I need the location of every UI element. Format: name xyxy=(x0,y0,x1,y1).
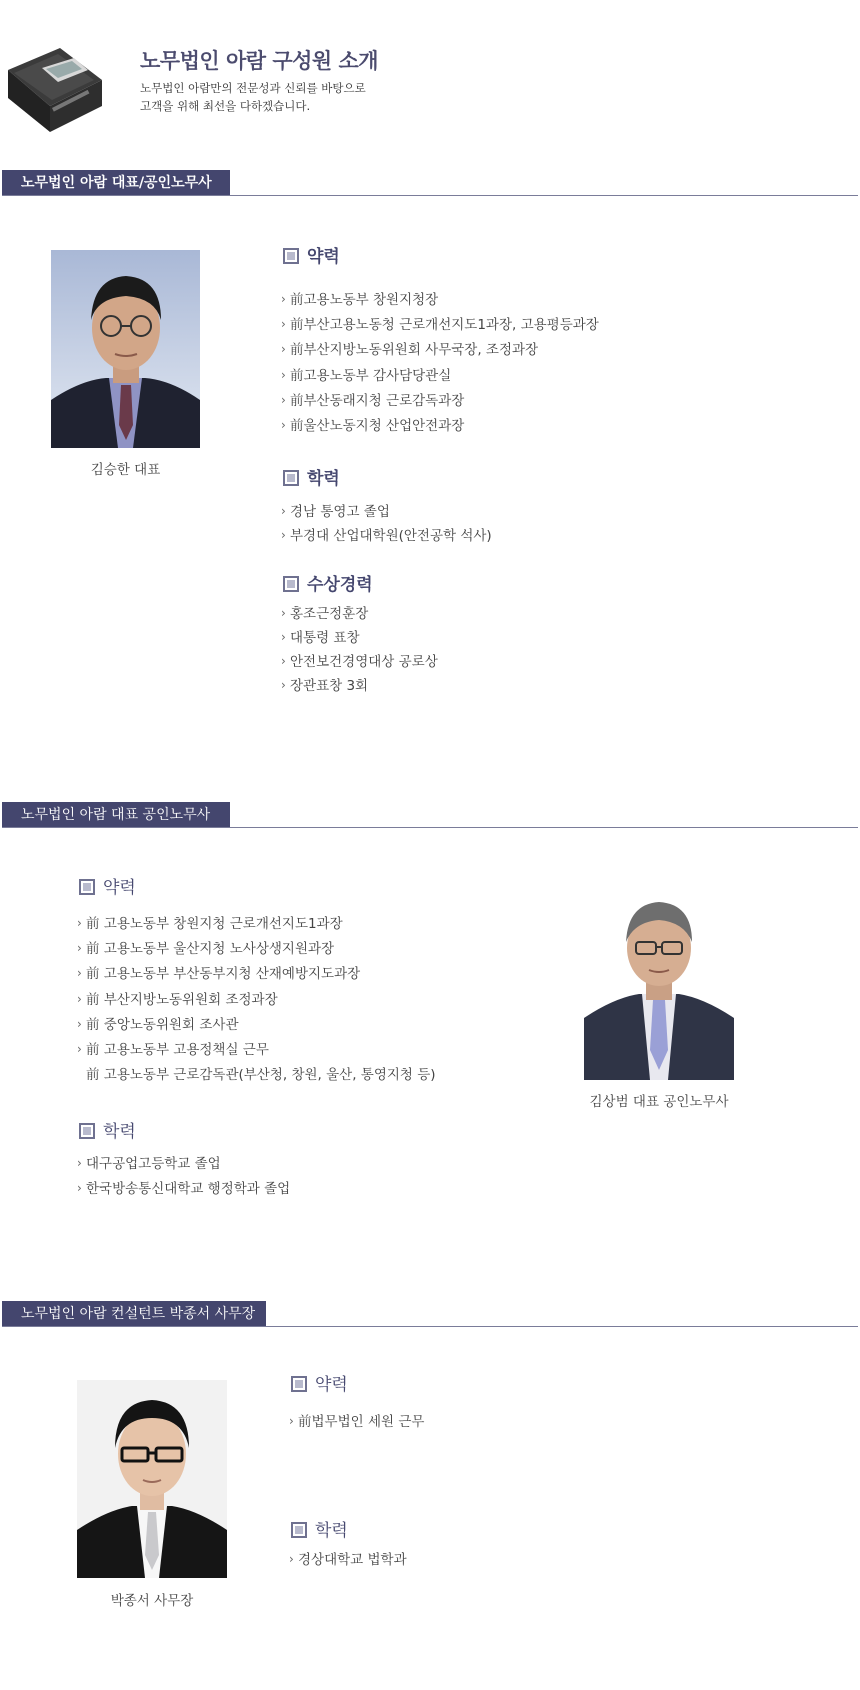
list-item: › 경남 통영고 졸업 xyxy=(281,500,492,524)
list-item: › 前 고용노동부 창원지청 근로개선지도1과장 xyxy=(77,912,436,937)
square-bullet-icon xyxy=(283,576,299,592)
member2-education-heading: 학력 xyxy=(79,1121,136,1143)
member2-photo xyxy=(584,890,734,1080)
section-divider xyxy=(2,827,858,828)
list-item: › 한국방송통신대학교 행정학과 졸업 xyxy=(77,1177,290,1202)
list-item: › 장관표창 3회 xyxy=(281,674,438,698)
member1-caption: 김승한 대표 xyxy=(90,462,161,478)
square-bullet-icon xyxy=(291,1522,307,1538)
page-title: 노무법인 아람 구성원 소개 xyxy=(140,49,379,73)
list-item: › 前 고용노동부 고용정책실 근무 xyxy=(77,1038,436,1063)
square-bullet-icon xyxy=(283,470,299,486)
list-item: › 前 부산지방노동위원회 조정과장 xyxy=(77,988,436,1013)
list-item: › 前법무법인 세원 근무 xyxy=(289,1410,424,1434)
member2-career-heading: 약력 xyxy=(79,877,136,899)
member1-awards-list xyxy=(281,602,438,698)
member3-career-list xyxy=(289,1410,424,1434)
member3-education-heading: 학력 xyxy=(291,1520,348,1542)
member1-career-heading: 약력 xyxy=(283,246,340,268)
list-item: › 前 고용노동부 울산지청 노사상생지원과장 xyxy=(77,937,436,962)
member3-caption: 박종서 사무장 xyxy=(110,1593,194,1609)
square-bullet-icon xyxy=(283,248,299,264)
section-title-member1: 노무법인 아람 대표/공인노무사 xyxy=(2,170,230,196)
page-subtitle xyxy=(140,79,366,115)
member3-photo xyxy=(77,1380,227,1578)
section-title-member2: 노무법인 아람 대표 공인노무사 xyxy=(2,802,230,828)
member2-career-list xyxy=(77,912,436,1088)
list-item: › 前 중앙노동위원회 조사관 xyxy=(77,1013,436,1038)
list-item: › 前부산동래지청 근로감독과장 xyxy=(281,389,599,414)
section-title-member3: 노무법인 아람 컨설턴트 박종서 사무장 xyxy=(2,1301,266,1327)
list-item: › 前고용노동부 창원지청장 xyxy=(281,288,599,313)
list-item: › 前부산지방노동위원회 사무국장, 조정과장 xyxy=(281,338,599,363)
list-item: › 前부산고용노동청 근로개선지도1과장, 고용평등과장 xyxy=(281,313,599,338)
member2-caption: 김상범 대표 공인노무사 xyxy=(589,1094,729,1110)
subtitle-line-2: 고객을 위해 최선을 다하겠습니다. xyxy=(140,99,311,113)
list-item: › 대구공업고등학교 졸업 xyxy=(77,1152,290,1177)
square-bullet-icon xyxy=(79,879,95,895)
list-item: › 홍조근정훈장 xyxy=(281,602,438,626)
square-bullet-icon xyxy=(79,1123,95,1139)
list-item: › 부경대 산업대학원(안전공학 석사) xyxy=(281,524,492,548)
list-item: › 경상대학교 법학과 xyxy=(289,1548,407,1572)
book-illustration xyxy=(2,40,106,136)
subtitle-line-1: 노무법인 아람만의 전문성과 신뢰를 바탕으로 xyxy=(140,81,366,95)
member3-career-heading: 약력 xyxy=(291,1374,348,1396)
member1-education-heading: 학력 xyxy=(283,468,340,490)
list-item: 前 고용노동부 근로감독관(부산청, 창원, 울산, 통영지청 등) xyxy=(86,1067,436,1084)
square-bullet-icon xyxy=(291,1376,307,1392)
list-item: › 前고용노동부 감사담당관실 xyxy=(281,364,599,389)
list-item: › 안전보건경영대상 공로상 xyxy=(281,650,438,674)
member1-career-list xyxy=(281,288,599,439)
list-item: › 前 고용노동부 부산동부지청 산재예방지도과장 xyxy=(77,962,436,987)
member1-photo xyxy=(51,250,200,448)
list-item: › 대통령 표창 xyxy=(281,626,438,650)
member2-education-list xyxy=(77,1152,290,1202)
member3-education-list xyxy=(289,1548,407,1572)
member1-awards-heading: 수상경력 xyxy=(283,574,373,596)
section-divider xyxy=(2,1326,858,1327)
list-item: › 前울산노동지청 산업안전과장 xyxy=(281,414,599,439)
member1-education-list xyxy=(281,500,492,548)
section-divider xyxy=(2,195,858,196)
